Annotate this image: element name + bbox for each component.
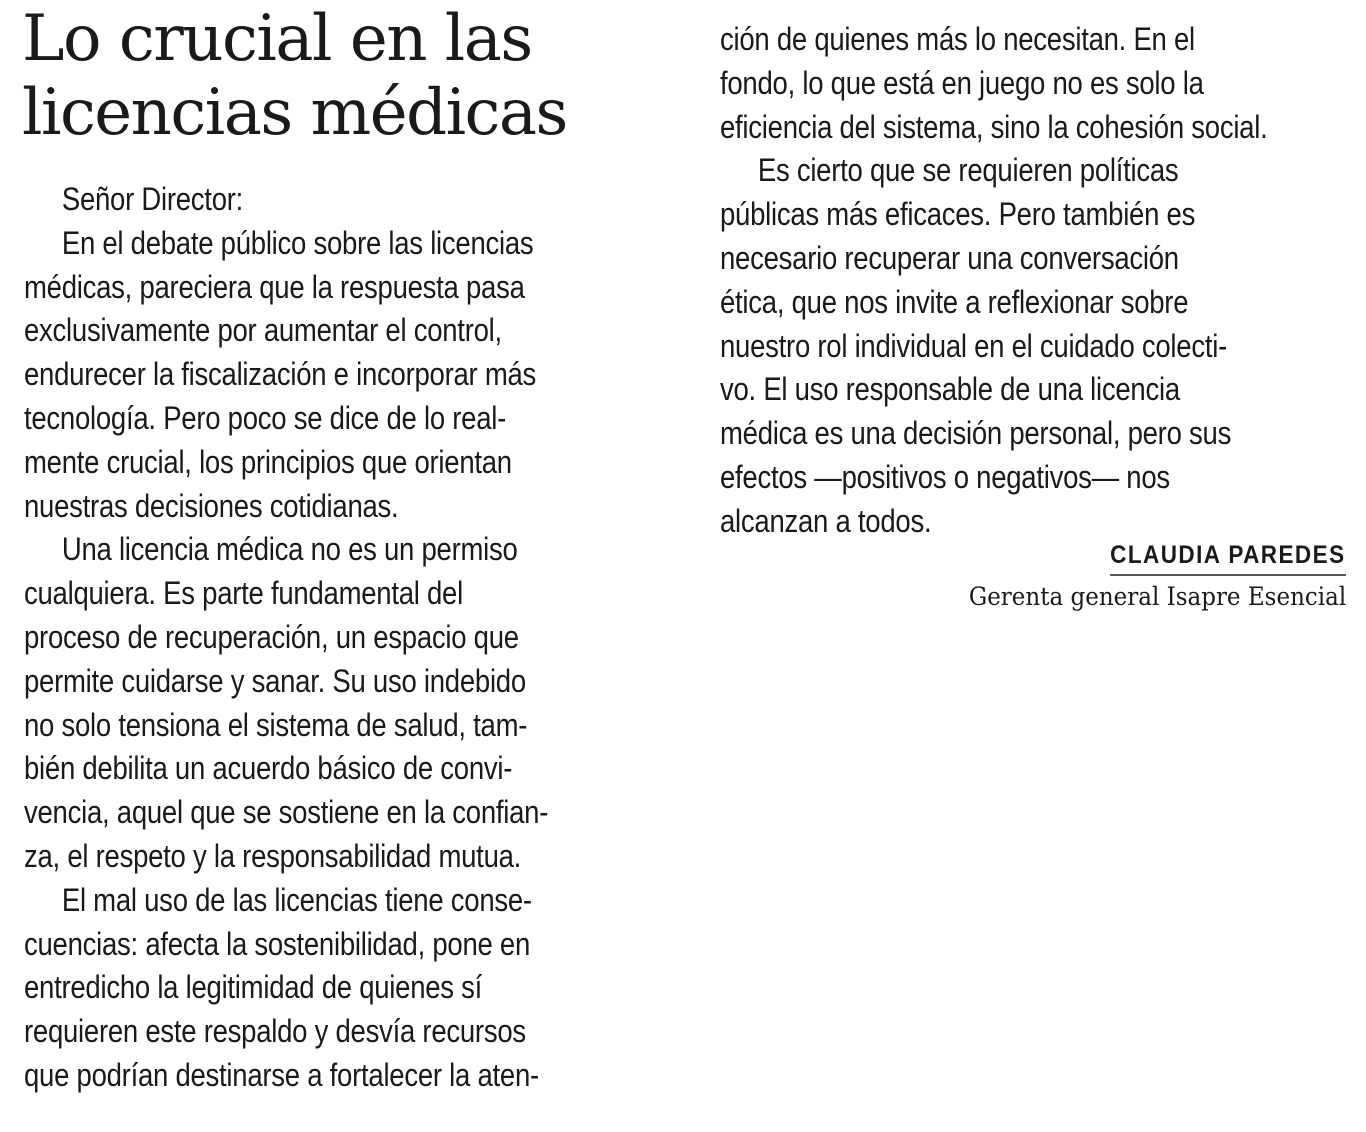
text-line: necesario recuperar una conversación (720, 239, 1179, 276)
text-line: Una licencia médica no es un permiso (61, 531, 518, 568)
signature-block (936, 541, 1346, 611)
text-line: ética, que nos invite a reflexionar sobre (720, 283, 1189, 320)
salutation: Señor Director: (61, 181, 244, 217)
text-line: públicas más eficaces. Pero también es (720, 196, 1196, 233)
text-line: proceso de recuperación, un espacio que (24, 618, 519, 655)
text-line: tecnología. Pero poco se dice de lo real- (24, 399, 507, 436)
text-line: Es cierto que se requieren políticas (757, 152, 1179, 189)
text-line: nuestras decisiones cotidianas. (24, 487, 399, 524)
text-line: ción de quienes más lo necesitan. En el (720, 21, 1195, 57)
headline-line-1: Lo crucial en las (22, 2, 532, 76)
text-line: vo. El uso responsable de una licencia (720, 371, 1180, 408)
text-line: za, el respeto y la responsabilidad mutua. (24, 837, 522, 874)
text-line: En el debate público sobre las licencias (61, 224, 534, 261)
text-line: nuestro rol individual en el cuidado colecti- (720, 327, 1227, 364)
text-line: cuencias: afecta la sostenibilidad, pone en (24, 925, 531, 962)
text-line: endurecer la fiscalización e incorporar más (24, 356, 537, 393)
text-line: vencia, aquel que se sostiene en la confian- (24, 794, 549, 831)
author-name: CLAUDIA PAREDES (1111, 541, 1346, 576)
text-line: permite cuidarse y sanar. Su uso indebido (24, 662, 526, 699)
left-column (24, 178, 664, 1098)
text-line: médica es una decisión personal, pero sus (720, 415, 1232, 452)
text-line: médicas, pareciera que la respuesta pasa (24, 268, 525, 305)
text-line: fondo, lo que está en juego no es solo la (720, 64, 1204, 101)
text-line: eficiencia del sistema, sino la cohesión social. (720, 108, 1268, 145)
text-line: que podrían destinarse a fortalecer la aten- (24, 1056, 539, 1093)
text-line: no solo tensiona el sistema de salud, tam- (24, 706, 528, 743)
text-line: alcanzan a todos. (720, 502, 932, 539)
text-line: cualquiera. Es parte fundamental del (24, 575, 463, 612)
text-line: mente crucial, los principios que orientan (24, 443, 512, 480)
text-line: entredicho la legitimidad de quienes sí (24, 969, 483, 1006)
headline-line-2: licencias médicas (22, 76, 567, 150)
text-line: bién debilita un acuerdo básico de convi- (24, 750, 513, 787)
headline (22, 2, 682, 150)
text-line: El mal uso de las licencias tiene conse- (61, 881, 532, 918)
text-line: efectos —positivos o negativos— nos (720, 458, 1170, 495)
author-role: Gerenta general Isapre Esencial (968, 582, 1346, 611)
text-line: exclusivamente por aumentar el control, (24, 312, 502, 349)
text-line: requieren este respaldo y desvía recursos (24, 1013, 526, 1050)
right-column (720, 18, 1360, 544)
